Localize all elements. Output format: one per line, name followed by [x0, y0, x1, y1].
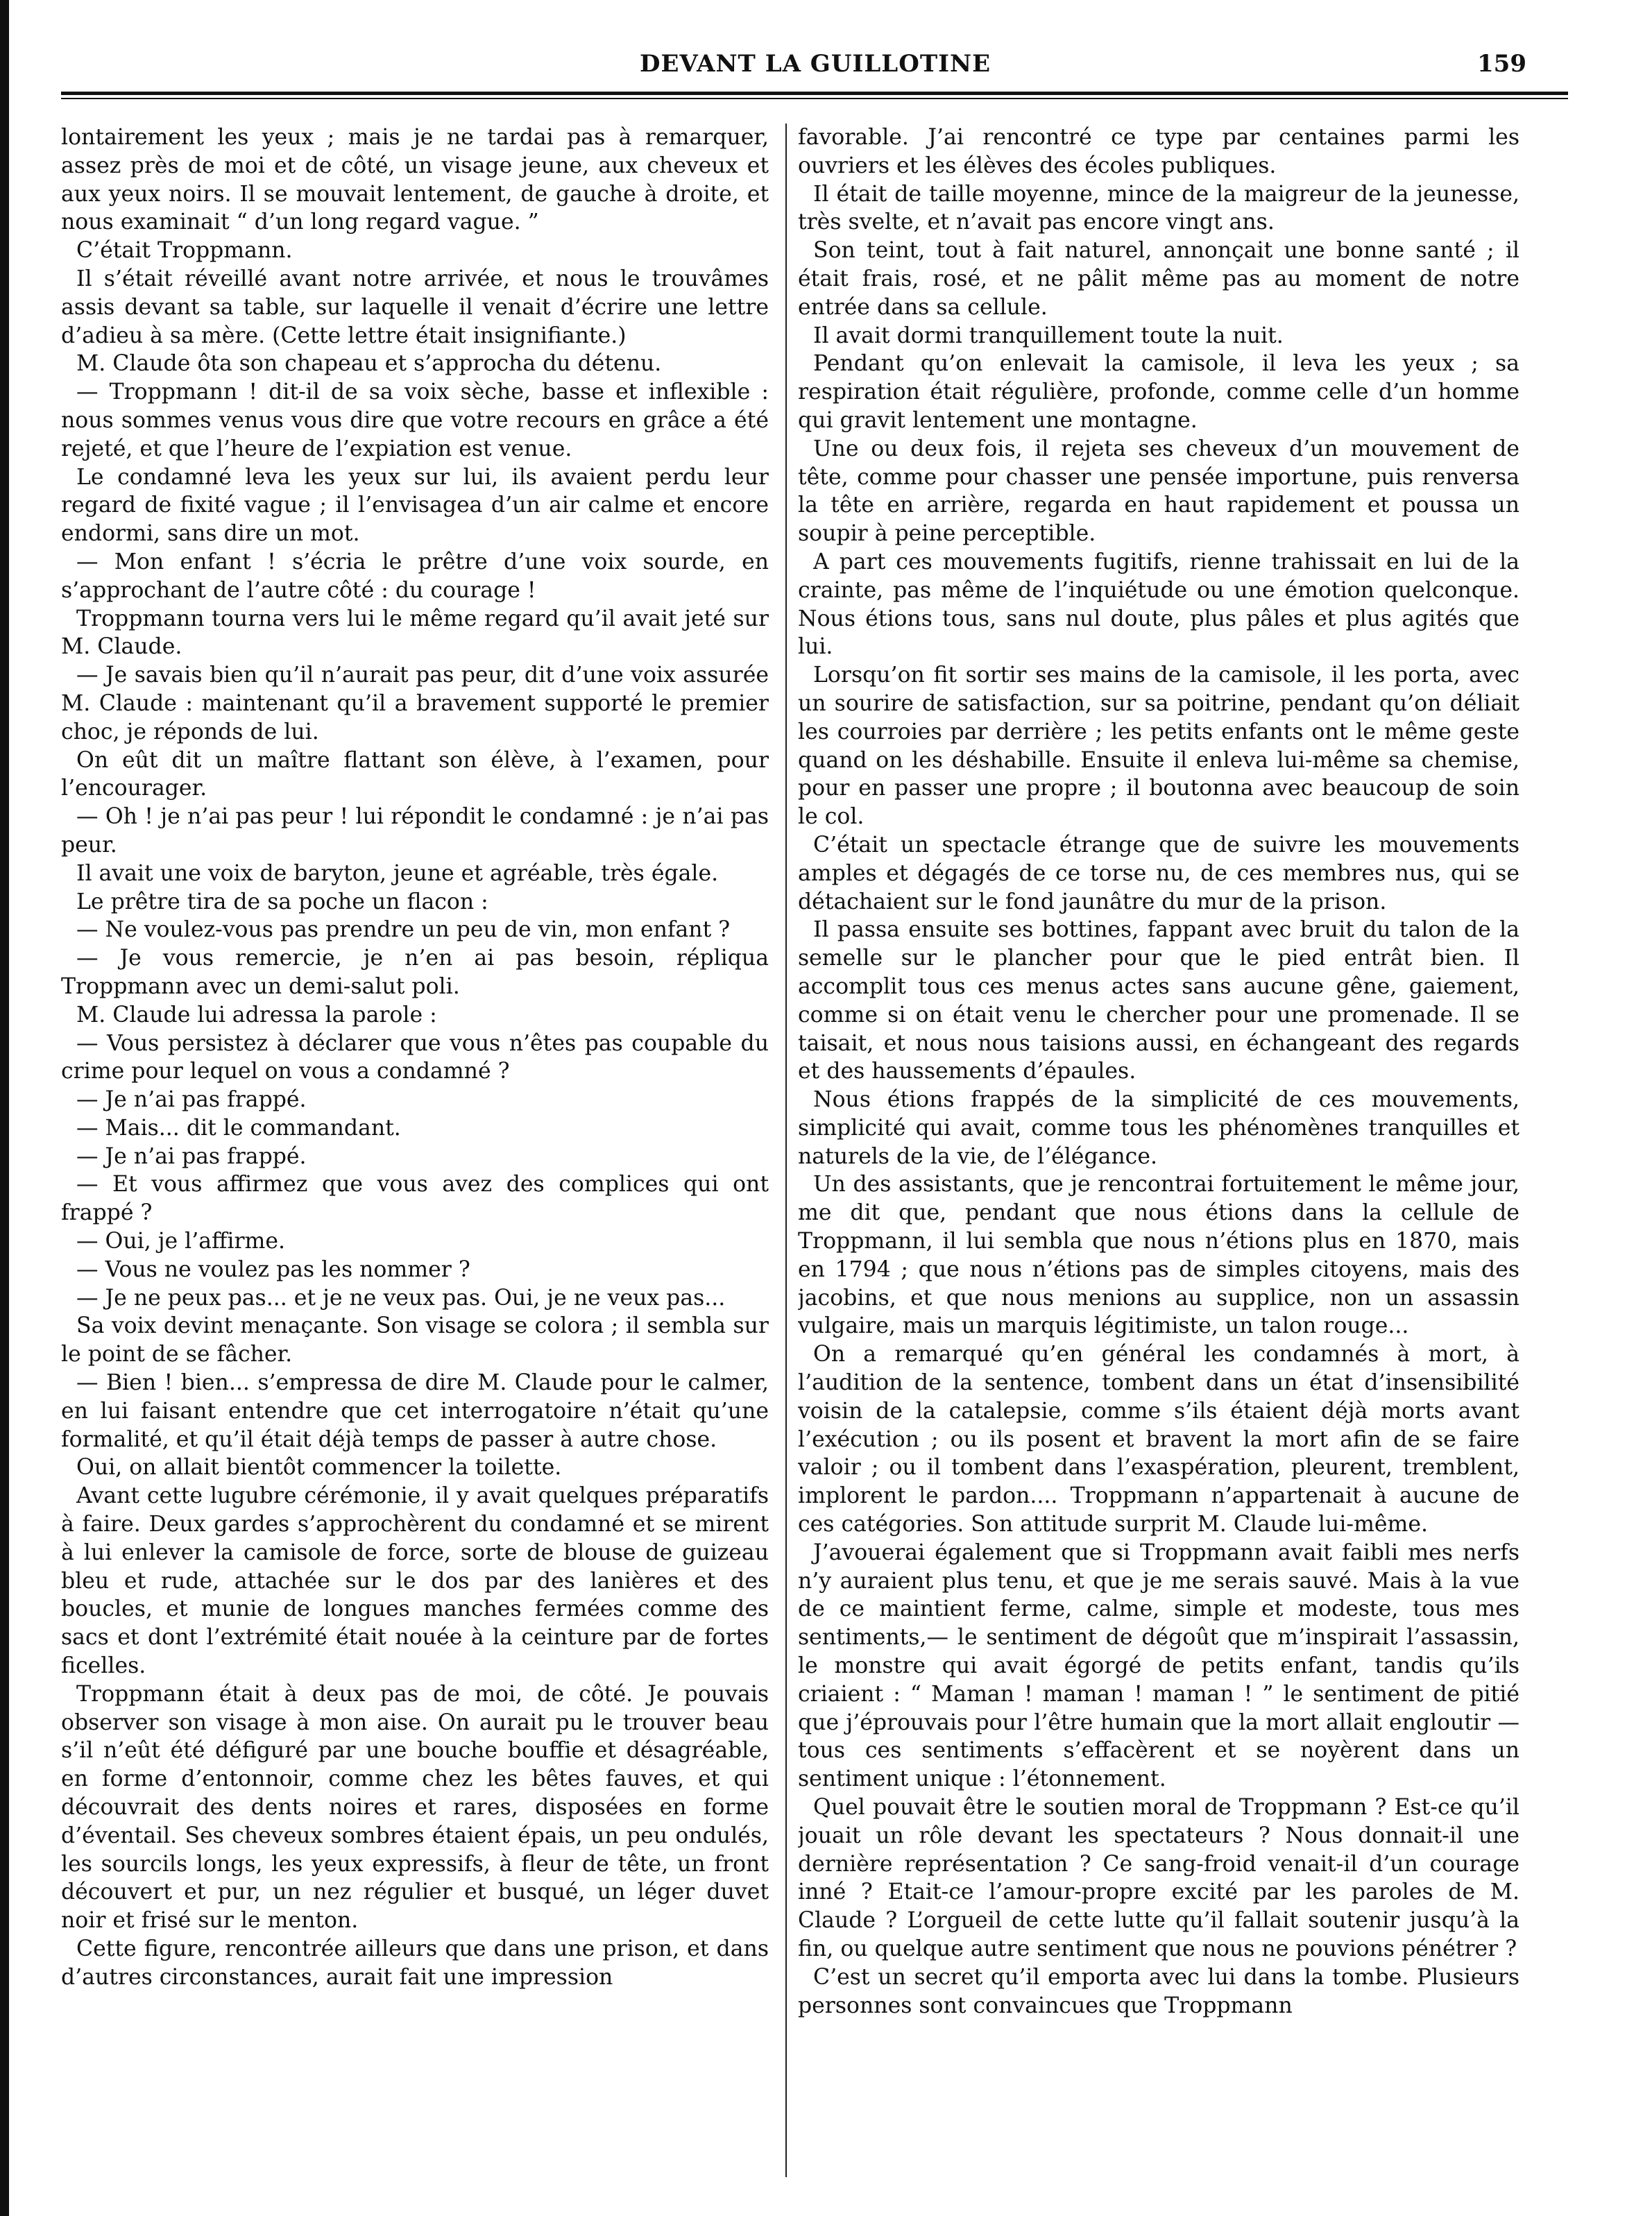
paragraph: Oui, on allait bientôt commencer la toilette.: [76, 1455, 562, 1481]
paragraph: Lorsqu’on fit sortir ses mains de la camisole, il les porta, avec un sourire de satisfaction, sur sa poitrine, pendant qu’on déliait les courroies par derrière ; les petits enfants ont le même geste quand on les déshabille. Ensuite il enleva lui-même sa chemise, pour en passer une propre ; il boutonna avec beaucoup de soin le col.: [798, 663, 1519, 830]
paragraph: On eût dit un maître flattant son élève, à l’examen, pour l’encourager.: [61, 747, 769, 801]
paragraph: Un des assistants, que je rencontrai fortuitement le même jour, me dit que, pendant que nous étions dans la cellule de Troppmann, il lui sembla que nous n’étions plus en 1870, mais en 1794 ; que nous n’étions pas de simples citoyens, mais des jacobins, et que nous menions au supplice, non un assassin vulgaire, mais un marquis légitimiste, un talon rouge...: [798, 1172, 1519, 1339]
column-divider: [785, 123, 787, 2177]
scan-edge-bar: [0, 0, 9, 2216]
paragraph: Avant cette lugubre cérémonie, il y avait quelques préparatifs à faire. Deux gardes s’approchèrent du condamné et se mirent à lui enlever la camisole de force, sorte de blouse de guizeau bleu et rude, attachée sur le dos par des lanières et des boucles, et munie de longues manches fermées comme des sacs et dont l’extrémité était nouée à la ceinture par de fortes ficelles.: [61, 1483, 769, 1679]
paragraph: lontairement les yeux ; mais je ne tardai pas à remarquer, assez près de moi et de côté, un visage jeune, aux cheveux et aux yeux noirs. Il se mouvait lentement, de gauche à droite, et nous examinait “ d’un long regard vague. ”: [61, 125, 769, 235]
paragraph: M. Claude lui adressa la parole :: [76, 1002, 437, 1028]
paragraph: On a remarqué qu’en général les condamnés à mort, à l’audition de la sentence, tombent dans un état d’insensibilité voisin de la catalepsie, comme s’ils étaient déjà morts avant l’exécution ; ou ils posent et bravent la mort afin de se faire valoir ; ou il tombent dans l’exaspération, pleurent, tremblent, implorent le pardon.... Troppmann n’appartenait à aucune de ces catégories. Son attitude surprit M. Claude lui-même.: [798, 1342, 1519, 1537]
paragraph: Pendant qu’on enlevait la camisole, il leva les yeux ; sa respiration était régulière, profonde, comme celle d’un homme qui gravit lentement une montagne.: [798, 351, 1519, 433]
paragraph: favorable. J’ai rencontré ce type par centaines parmi les ouvriers et les élèves des écoles publiques.: [798, 125, 1519, 178]
paragraph: C’était Troppmann.: [76, 238, 293, 264]
paragraph: — Vous ne voulez pas les nommer ?: [76, 1256, 470, 1282]
paragraph: Nous étions frappés de la simplicité de ces mouvements, simplicité qui avait, comme tous les phénomènes tranquilles et naturels de la vie, de l’élégance.: [798, 1087, 1519, 1169]
paragraph: — Et vous affirmez que vous avez des complices qui ont frappé ?: [61, 1172, 769, 1226]
paragraph: J’avouerai également que si Troppmann avait faibli mes nerfs n’y auraient plus tenu, et que je me serais sauvé. Mais à la vue de ce maintient ferme, calme, simple et modeste, tous mes sentiments,— le sentiment de dégoût que m’inspirait l’assassin, le monstre qui avait égorgé de petits enfant, tandis qu’ils criaient : “ Maman ! maman ! maman ! ” le sentiment de pitié que j’éprouvais pour l’être humain que la mort allait engloutir — tous ces sentiments s’effacèrent et se noyèrent dans un sentiment unique : l’étonnement.: [798, 1540, 1519, 1792]
paragraph: C’est un secret qu’il emporta avec lui dans la tombe. Plusieurs personnes sont convaincues que Troppmann: [798, 1964, 1519, 2018]
paragraph: Le condamné leva les yeux sur lui, ils avaient perdu leur regard de fixité vague ; il l’envisagea d’un air calme et encore endormi, sans dire un mot.: [61, 464, 769, 547]
paragraph: Son teint, tout à fait naturel, annonçait une bonne santé ; il était frais, rosé, et ne pâlit même pas au moment de notre entrée dans sa cellule.: [798, 238, 1519, 320]
paragraph: A part ces mouvements fugitifs, rienne trahissait en lui de la crainte, pas même de l’inquiétude ou une émotion quelconque. Nous étions tous, sans nul doute, plus pâles et plus agités que lui.: [798, 549, 1519, 660]
paragraph: — Mon enfant ! s’écria le prêtre d’une voix sourde, en s’approchant de l’autre côté : du courage !: [61, 549, 769, 603]
paragraph: — Vous persistez à déclarer que vous n’êtes pas coupable du crime pour lequel on vous a condamné ?: [61, 1030, 769, 1084]
paragraph: Il avait une voix de baryton, jeune et agréable, très égale.: [76, 860, 719, 886]
paragraph: — Ne voulez-vous pas prendre un peu de vin, mon enfant ?: [76, 917, 731, 943]
paragraph: Le prêtre tira de sa poche un flacon :: [76, 889, 488, 914]
paragraph: Cette figure, rencontrée ailleurs que dans une prison, et dans d’autres circonstances, aurait fait une impression: [61, 1936, 769, 1990]
right-column: [798, 123, 1519, 2177]
paragraph: Il était de taille moyenne, mince de la maigreur de la jeunesse, très svelte, et n’avait pas encore vingt ans.: [798, 181, 1519, 235]
paragraph: Il s’était réveillé avant notre arrivée, et nous le trouvâmes assis devant sa table, sur laquelle il venait d’écrire une lettre d’adieu à sa mère. (Cette lettre était insignifiante.): [61, 266, 769, 348]
header-rule: [61, 92, 1568, 95]
paragraph: — Je savais bien qu’il n’aurait pas peur, dit d’une voix assurée M. Claude : maintenant qu’il a bravement supporté le premier choc, je réponds de lui.: [61, 663, 769, 744]
paragraph: — Bien ! bien... s’empressa de dire M. Claude pour le calmer, en lui faisant entendre que cet interrogatoire n’était qu’une formalité, et qu’il était déjà temps de passer à autre chose.: [61, 1370, 769, 1452]
paragraph: Sa voix devint menaçante. Son visage se colora ; il sembla sur le point de se fâcher.: [61, 1313, 769, 1367]
paragraph: Il passa ensuite ses bottines, fappant avec bruit du talon de la semelle sur le plancher pour que le pied entrât bien. Il accomplit tous ces menus actes sans aucune gêne, gaiement, comme si on était venu le chercher pour une promenade. Il se taisait, et nous nous taisions aussi, en échangeant des regards et des haussements d’épaules.: [798, 917, 1519, 1084]
running-head: [90, 50, 1540, 92]
paragraph: Troppmann était à deux pas de moi, de côté. Je pouvais observer son visage à mon aise. On aurait pu le trouver beau s’il n’eût été défiguré par une bouche bouffie et désagréable, en forme d’entonnoir, comme chez les bêtes fauves, et qui découvrait des dents noires et rares, disposées en forme d’éventail. Ses cheveux sombres étaient épais, un peu ondulés, les sourcils longs, les yeux expressifs, à fleur de tête, un front découvert et pur, un nez régulier et busqué, un léger duvet noir et frisé sur le menton.: [61, 1681, 769, 1934]
page-number: 159: [1477, 50, 1526, 78]
paragraph: — Je n’ai pas frappé.: [76, 1143, 307, 1169]
paragraph: Quel pouvait être le soutien moral de Troppmann ? Est-ce qu’il jouait un rôle devant les spectateurs ? Nous donnait-il une dernière représentation ? Ce sang-froid venait-il d’un courage inné ? Etait-ce l’amour-propre excité par les paroles de M. Claude ? L’orgueil de cette lutte qu’il fallait soutenir jusqu’à la fin, ou quelque autre sentiment que nous ne pouvions pénétrer ?: [798, 1795, 1519, 1961]
paragraph: Une ou deux fois, il rejeta ses cheveux d’un mouvement de tête, comme pour chasser une pensée importune, puis renversa la tête en arrière, regarda en haut rapidement et poussa un soupir à peine perceptible.: [798, 436, 1519, 547]
paragraph: M. Claude ôta son chapeau et s’approcha du détenu.: [76, 351, 662, 377]
paragraph: Il avait dormi tranquillement toute la nuit.: [813, 323, 1284, 348]
paragraph: — Je n’ai pas frappé.: [76, 1087, 307, 1113]
paragraph: — Je ne peux pas... et je ne veux pas. Oui, je ne veux pas...: [76, 1285, 726, 1311]
paragraph: — Oh ! je n’ai pas peur ! lui répondit le condamné : je n’ai pas peur.: [61, 804, 769, 858]
paragraph: Troppmann tourna vers lui le même regard qu’il avait jeté sur M. Claude.: [61, 606, 769, 660]
paragraph: — Mais... dit le commandant.: [76, 1115, 401, 1141]
header-rule-thin: [61, 98, 1568, 99]
paragraph: — Troppmann ! dit-il de sa voix sèche, basse et inflexible : nous sommes venus vous dire que votre recours en grâce a été rejeté, et que l’heure de l’expiation est venue.: [61, 380, 769, 461]
paragraph: — Oui, je l’affirme.: [76, 1229, 286, 1254]
paragraph: C’était un spectacle étrange que de suivre les mouvements amples et dégagés de ce torse nu, de ces membres nus, qui se détachaient sur le fond jaunâtre du mur de la prison.: [798, 832, 1519, 914]
paragraph: — Je vous remercie, je n’en ai pas besoin, répliqua Troppmann avec un demi-salut poli.: [61, 946, 769, 999]
left-column: [61, 123, 769, 2177]
running-title: DEVANT LA GUILLOTINE: [639, 50, 991, 78]
